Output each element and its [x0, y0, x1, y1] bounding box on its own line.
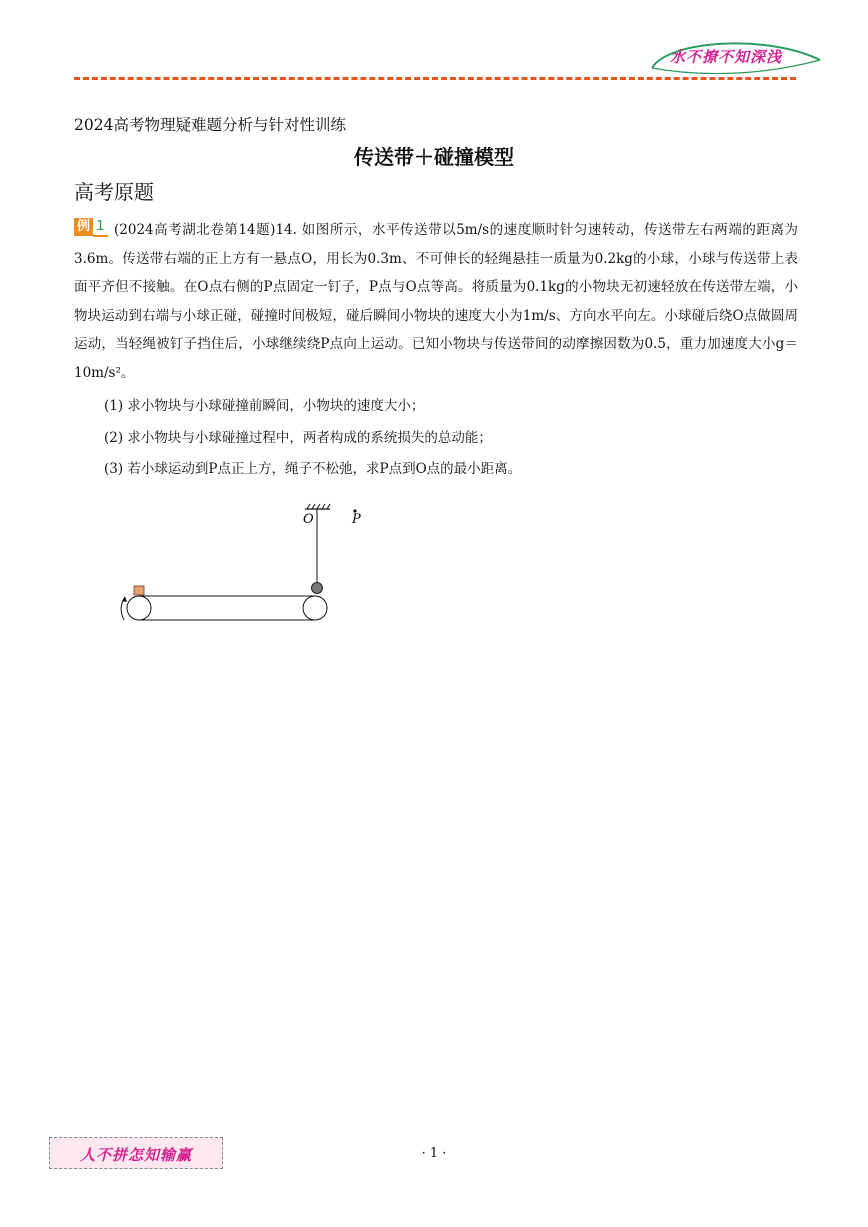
- header-motto: [648, 38, 828, 76]
- example-badge-label: 例: [74, 218, 93, 236]
- left-roller: [127, 596, 151, 620]
- header-motto-text: 水不撩不知深浅: [670, 48, 783, 66]
- example-badge-number: 1: [93, 217, 108, 237]
- section-heading: 高考原题: [74, 180, 154, 204]
- page-number: · 1 ·: [421, 1146, 447, 1161]
- label-p: P: [352, 512, 361, 527]
- question-3: (3) 若小球运动到P点正上方，绳子不松弛，求P点到O点的最小距离。: [104, 461, 522, 477]
- problem-statement: (2024高考湖北卷第14题)14. 如图所示，水平传送带以5m/s的速度顺时针匀速转动，传送带左右两端的距离为3.6m。传送带右端的正上方有一悬点O，用长为0.3m、不可伸长的轻绳悬挂一质量为0.2kg的小球，小球与传送带上表面平齐但不接触。在O点右侧的P点固定一钉子，P点与O点等高。将质量为0.1kg的小物块无初速轻放在传送带左端，小物块运动到右端与小球正碰，碰撞时间极短，碰后瞬间小物块的速度大小为1m/s、方向水平向左。小球碰后绕O点做圆周运动，当轻绳被钉子挡住后，小球继续绕P点向上运动。已知小物块与传送带间的动摩擦因数为0.5，重力加速度大小g＝10m/s²。: [74, 222, 798, 381]
- ball: [312, 583, 323, 594]
- question-1: (1) 求小物块与小球碰撞前瞬间，小物块的速度大小；: [104, 398, 425, 414]
- footer-motto-text: 人不拼怎知输赢: [79, 1146, 192, 1164]
- page-title: 传送带＋碰撞模型: [354, 145, 514, 169]
- ceiling-mount: [305, 504, 330, 509]
- arrow-head-icon: [122, 596, 127, 602]
- label-o: O: [303, 512, 314, 527]
- block: [134, 586, 144, 595]
- question-2: (2) 求小物块与小球碰撞过程中，两者构成的系统损失的总动能；: [104, 430, 492, 446]
- conveyor-figure: [110, 502, 361, 627]
- header-divider: [74, 77, 796, 80]
- right-roller: [303, 596, 327, 620]
- series-title: 2024高考物理疑难题分析与针对性训练: [74, 116, 346, 134]
